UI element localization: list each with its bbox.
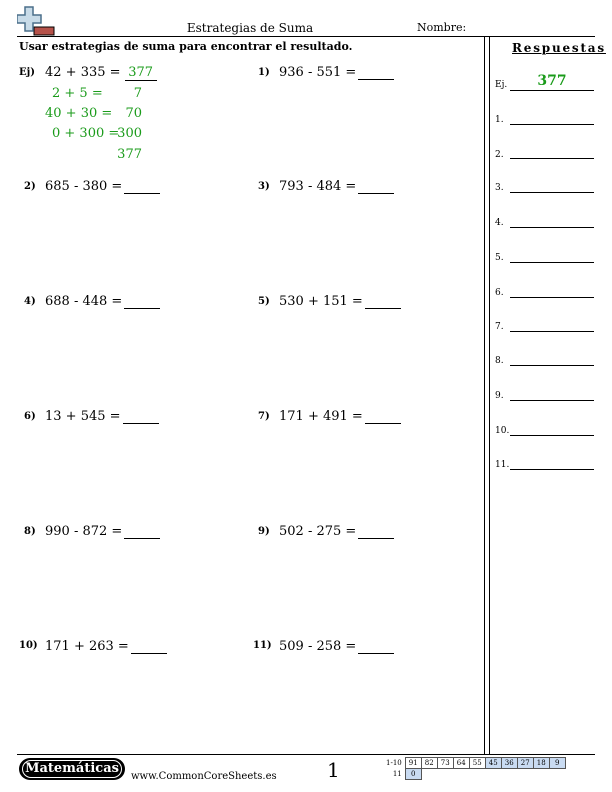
answer-label: 9. <box>495 391 504 401</box>
example-answer: 377 <box>125 65 157 81</box>
answer-field[interactable] <box>510 365 594 366</box>
answer-blank[interactable] <box>131 641 167 654</box>
answer-blank[interactable] <box>358 181 394 194</box>
score-row-label: 11 <box>392 770 402 778</box>
answer-label: 6. <box>495 288 504 298</box>
answer-label: 4. <box>495 218 504 228</box>
answer-example-value: 377 <box>537 73 567 89</box>
problem-expression: 502 - 275 = <box>279 524 357 539</box>
step-result: 300 <box>117 126 142 141</box>
answer-label: 1. <box>495 115 504 125</box>
score-cell: 64 <box>453 758 469 769</box>
problem-number: 6) <box>24 411 36 422</box>
example-step <box>52 86 142 101</box>
subject-badge-label: Matemáticas <box>22 760 122 778</box>
answer-blank[interactable] <box>124 296 160 309</box>
step-expression: 0 + 300 = <box>52 126 120 141</box>
example-step <box>45 106 142 121</box>
step-expression: 2 + 5 = <box>52 86 103 101</box>
answer-blank[interactable] <box>124 181 160 194</box>
page-number: 1 <box>327 758 340 782</box>
score-cell: 27 <box>517 758 533 769</box>
answer-label: 3. <box>495 183 504 193</box>
problem-number: 4) <box>24 296 36 307</box>
instructions: Usar estrategias de suma para encontrar el resultado. <box>19 40 353 53</box>
site-url: www.CommonCoreSheets.es <box>131 771 277 782</box>
answer-field[interactable] <box>510 262 594 263</box>
problem-number: 9) <box>258 526 270 537</box>
problem-number: 2) <box>24 181 36 192</box>
header-rule <box>17 36 595 37</box>
answer-label: 8. <box>495 356 504 366</box>
answer-label: 7. <box>495 322 504 332</box>
answer-field[interactable] <box>510 227 594 228</box>
score-cell: 82 <box>421 758 437 769</box>
score-row-label: 1-10 <box>386 759 402 767</box>
problem-expression: 688 - 448 = <box>45 294 123 309</box>
example-expression: 42 + 335 = <box>45 65 121 80</box>
answers-title: Respuestas <box>512 41 606 55</box>
problem-expression: 793 - 484 = <box>279 179 357 194</box>
score-cell: 91 <box>405 758 421 769</box>
answer-label: 10. <box>495 426 510 436</box>
page-title: Estrategias de Suma <box>186 21 314 35</box>
footer-rule <box>17 754 595 755</box>
answer-blank[interactable] <box>365 296 401 309</box>
score-cell: 18 <box>533 758 549 769</box>
problem-expression: 530 + 151 = <box>279 294 363 309</box>
problem-number: 1) <box>258 67 270 78</box>
answer-label: 5. <box>495 253 504 263</box>
score-cell: 36 <box>501 758 517 769</box>
answer-field[interactable] <box>510 158 594 159</box>
answer-blank[interactable] <box>358 67 394 80</box>
score-row <box>384 769 565 780</box>
example-problem <box>45 65 157 81</box>
step-result: 377 <box>117 147 142 162</box>
problem-number: 3) <box>258 181 270 192</box>
subject-badge <box>19 758 125 780</box>
answer-field[interactable] <box>510 297 594 298</box>
problem-expression: 171 + 263 = <box>45 639 129 654</box>
score-cell: 73 <box>437 758 453 769</box>
answer-blank[interactable] <box>358 526 394 539</box>
score-row <box>384 758 565 769</box>
example-label: Ej) <box>19 67 35 78</box>
answer-blank[interactable] <box>358 641 394 654</box>
answer-field[interactable] <box>510 469 594 470</box>
problem-expression: 13 + 545 = <box>45 409 121 424</box>
step-result: 7 <box>133 86 142 101</box>
answer-blank[interactable] <box>123 411 159 424</box>
score-cell: 55 <box>469 758 485 769</box>
answer-label: 2. <box>495 150 504 160</box>
problem-expression: 509 - 258 = <box>279 639 357 654</box>
answer-blank[interactable] <box>365 411 401 424</box>
step-expression: 40 + 30 = <box>45 106 113 121</box>
problem-number: 11) <box>253 640 272 651</box>
problem-expression: 685 - 380 = <box>45 179 123 194</box>
problem-expression: 990 - 872 = <box>45 524 123 539</box>
answer-field[interactable] <box>510 400 594 401</box>
problem-expression: 936 - 551 = <box>279 65 357 80</box>
step-result: 70 <box>125 106 142 121</box>
answer-example-label: Ej. <box>495 80 508 90</box>
problem-number: 5) <box>258 296 270 307</box>
problem-number: 7) <box>258 411 270 422</box>
score-cell: 0 <box>405 769 421 780</box>
answer-example-line <box>510 90 594 91</box>
score-table <box>384 757 566 780</box>
answer-field[interactable] <box>510 124 594 125</box>
answer-field[interactable] <box>510 192 594 193</box>
example-step <box>52 126 142 141</box>
answer-column-divider <box>484 36 490 754</box>
problem-expression: 171 + 491 = <box>279 409 363 424</box>
problem-number: 10) <box>19 640 38 651</box>
score-cell: 45 <box>485 758 501 769</box>
answer-label: 11. <box>495 460 510 470</box>
answer-field[interactable] <box>510 331 594 332</box>
name-label: Nombre: <box>417 21 467 34</box>
problem-number: 8) <box>24 526 36 537</box>
answer-blank[interactable] <box>124 526 160 539</box>
score-cell: 9 <box>549 758 565 769</box>
plus-logo-icon <box>17 5 57 37</box>
answer-field[interactable] <box>510 435 594 436</box>
